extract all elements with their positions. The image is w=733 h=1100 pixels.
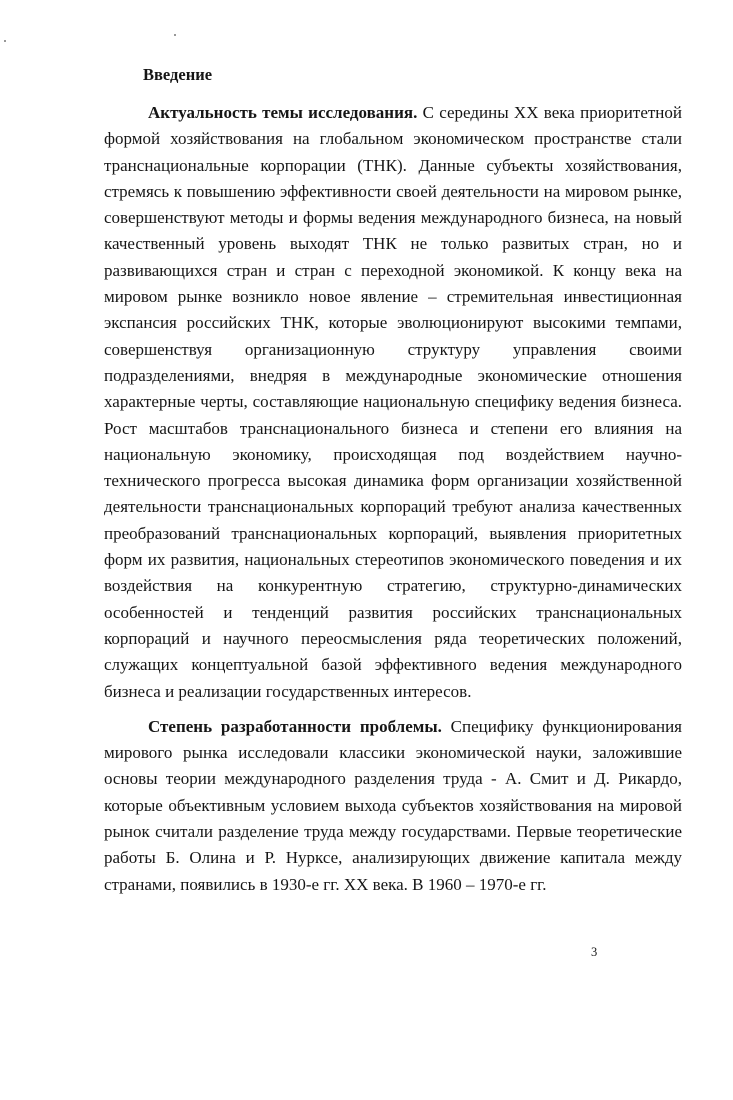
paragraph-development (104, 714, 682, 898)
section-heading: Введение (143, 65, 213, 84)
paragraph-lead: Актуальность темы исследования. (148, 103, 418, 122)
body-text (104, 100, 682, 898)
paragraph-relevance (104, 100, 682, 705)
scan-speck (4, 40, 6, 42)
page-number: 3 (591, 945, 598, 959)
paragraph-body: Специфику функционирования мирового рынка исследовали классики экономической науки, заложившие основы теории международного разделения труда - А. Смит и Д. Рикардо, которые объективным условием выхода субъектов хозяйствования на мировой рынок считали разделение труда между государствами. Первые теоретические работы Б. Олина и Р. Нурксе, анализирующих движение капитала между странами, появились в 1930-е гг. XX века. В 1960 – 1970-е гг. (104, 716, 683, 894)
paragraph-body: С середины XX века приоритетной формой хозяйствования на глобальном экономическом пространстве стали транснациональные корпорации (ТНК). Данные субъекты хозяйствования, стремясь к повышению эффективности своей деятельности на мировом рынке, совершенствуют методы и формы ведения международного бизнеса, на новый качественный уровень выходят ТНК не только развитых стран, но и развивающихся стран и стран с переходной экономикой. К концу века на мировом рынке возникло новое явление – стремительная инвестиционная экспансия российских ТНК, которые эволюционируют высокими темпами, совершенствуя организационную структуру управления своими подразделениями, внедряя в международные экономические отношения характерные черты, составляющие национальную специфику ведения бизнеса. Рост масштабов транснационального бизнеса и степени его влияния на национальную экономику, происходящая под воздействием научно-технического прогресса высокая динамика форм организации хозяйственной деятельности транснациональных корпораций требуют анализа качественных преобразований транснациональных корпораций, выявления приоритетных форм их развития, национальных стереотипов экономического поведения и их воздействия на конкурентную стратегию, структурно-динамических особенностей и тенденций развития российских транснациональных корпораций и научного переосмысления ряда теоретических положений, служащих концептуальной базой эффективного ведения международного бизнеса и реализации государственных интересов. (104, 103, 682, 701)
paragraph-lead: Степень разработанности проблемы. (148, 716, 442, 736)
scan-speck (174, 34, 176, 36)
